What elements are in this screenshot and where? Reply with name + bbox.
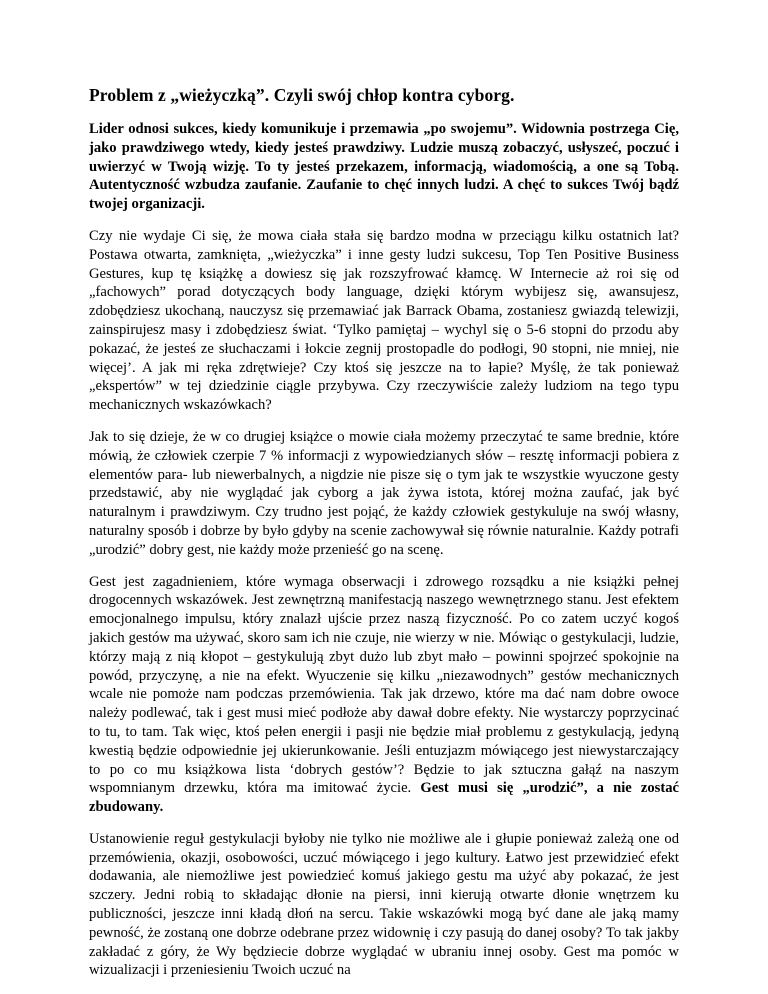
body-paragraph-3-emphasis: Gest musi się „urodzić”, a nie zostać zbudowany. bbox=[89, 780, 679, 816]
body-paragraph-3 bbox=[89, 573, 679, 817]
body-paragraph-1: Czy nie wydaje Ci się, że mowa ciała stała się bardzo modna w przeciągu kilku ostatnich lat? Postawa otwarta, zamknięta, „wieżyczka” i inne gesty ludzi sukcesu, Top Ten Positive Business Gestures, kup tę książkę a dowiesz się jak rozszyfrować kłamcę. W Internecie aż roi się od „fachowych” porad dotyczących body language, dzięki którym wybijesz się, awansujesz, zdobędziesz ukochaną, nauczysz się przemawiać jak Barrack Obama, zostaniesz gwiazdą telewizji, zainspirujesz masy i zdobędziesz świat. ‘Tylko pamiętaj – wychyl się o 5-6 stopni do przodu aby pokazać, że jesteś ze słuchaczami i łokcie zegnij prostopadle do podłogi, 90 stopni, nie mniej, nie więcej’. A jak mi ręka zdrętwieje? Czy ktoś się jeszcze na to łapie? Myślę, że tak ponieważ „ekspertów” w tej dziedzinie ciągle przybywa. Czy rzeczywiście zależy ludziom na tego typu mechanicznych wskazówkach? bbox=[89, 227, 679, 414]
body-paragraph-3-text: Gest jest zagadnieniem, które wymaga obserwacji i zdrowego rozsądku a nie książki pełnej drogocennych wskazówek. Jest zewnętrzną manifestacją naszego wewnętrznego stanu. Jest efektem emocjonalnego impulsu, który znalazł ujście przez naszą fizyczność. Po co zatem uczyć kogoś jakich gestów ma używać, skoro sam ich nie czuje, nie wierzy w nie. Mówiąc o gestykulacji, ludzie, którzy mają z nią kłopot – gestykulują zbyt dużo lub zbyt mało – powinni spojrzeć spokojnie na powód, przyczynę, a nie na efekt. Wyuczenie się kilku „niezawodnych” gestów mechanicznych wcale nie pomoże nam podczas przemówienia. Tak jak drzewo, które ma dać nam dobre owoce należy podlewać, tak i gest musi mieć podłoże aby dawał dobre efekty. Nie wystarczy poprzycinać to tu, to tam. Tak więc, ktoś pełen energii i pasji nie będzie miał problemu z gestykulacją, jedyną kwestią będzie odpowiednie jej ukierunkowanie. Jeśli entuzjazm mówiącego jest niewystarczający to po co mu książkowa lista ‘dobrych gestów’? Będzie to jak sztuczna gałąź na naszym wspomnianym drzewku, która ma imitować życie. bbox=[89, 573, 679, 797]
document-page bbox=[89, 84, 679, 993]
document-title: Problem z „wieżyczką”. Czyli swój chłop kontra cyborg. bbox=[89, 85, 515, 105]
body-paragraph-4: Ustanowienie reguł gestykulacji byłoby nie tylko nie możliwe ale i głupie ponieważ zależą one od przemówienia, okazji, osobowości, uczuć mówiącego i jego kultury. Łatwo jest przewidzieć efekt dodawania, ale niemożliwe jest powiedzieć komuś jakiego gestu ma użyć aby pokazać, że jest szczery. Jedni robią to składając dłonie na piersi, inni kierują otwarte dłonie wnętrzem ku publiczności, jeszcze inni kładą dłoń na sercu. Takie wskazówki mogą być dane ale jaką mamy pewność, że zostaną one dobrze odebrane przez widownię i czy pasują do danej osoby? To tak jakby zakładać z góry, że Wy będziecie dobrze wyglądać w ubraniu innej osoby. Gest ma pomóc w wizualizacji i przeniesieniu Twoich uczuć na bbox=[89, 830, 679, 979]
lead-paragraph: Lider odnosi sukces, kiedy komunikuje i przemawia „po swojemu”. Widownia postrzega Cię, jako prawdziwego wtedy, kiedy jesteś prawdziwy. Ludzie muszą zobaczyć, usłyszeć, poczuć i uwierzyć w Twoją wizję. To ty jesteś przekazem, informacją, wiadomością, a one są Tobą. Autentyczność wzbudza zaufanie. Zaufanie to chęć innych ludzi. A chęć to sukces Twój bądź twojej organizacji. bbox=[89, 121, 679, 213]
body-paragraph-2: Jak to się dzieje, że w co drugiej książce o mowie ciała możemy przeczytać te same brednie, które mówią, że człowiek czerpie 7 % informacji z wypowiedzianych słów – resztę informacji pobiera z elementów para- lub niewerbalnych, a nigdzie nie pisze się o tym jak te wszystkie wyuczone gesty przedstawić, aby nie wyglądać jak cyborg a jak żywa istota, której można zaufać, jak być naturalnym i prawdziwym. Czy trudno jest pojąć, że każdy człowiek gestykuluje na swój własny, naturalny sposób i dobrze by było gdyby na scenie zachowywał się równie naturalnie. Każdy potrafi „urodzić” dobry gest, nie każdy może przenieść go na scenę. bbox=[89, 428, 679, 558]
